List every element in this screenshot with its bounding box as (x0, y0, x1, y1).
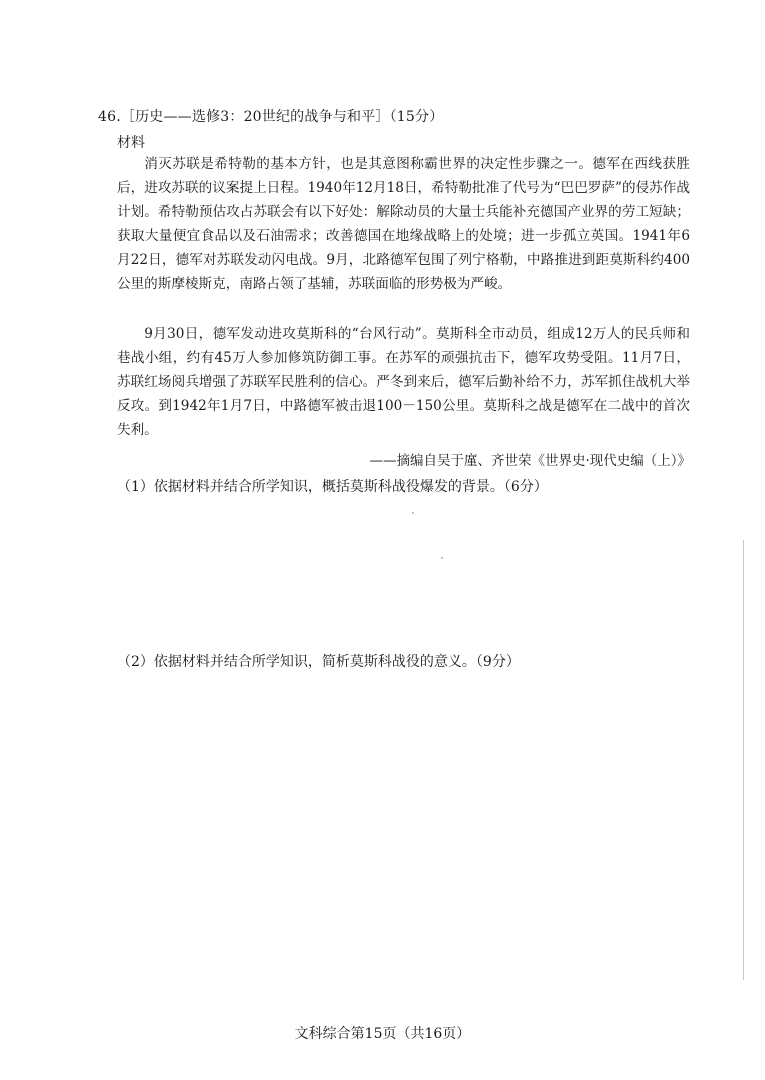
sub-question-2: （2）依据材料并结合所学知识，简析莫斯科战役的意义。（9分） (117, 654, 520, 670)
scan-speck (441, 557, 443, 559)
sub-question-1: （1）依据材料并结合所学知识，概括莫斯科战役爆发的背景。（6分） (117, 479, 548, 495)
source-citation: ——摘编自吴于廑、齐世荣《世界史·现代史编（上）》 (369, 453, 691, 469)
question-header: 46.［历史——选修3：20世纪的战争与和平］（15分） (98, 109, 444, 125)
material-paragraph-1: 消灭苏联是希特勒的基本方针，也是其意图称霸世界的决定性步骤之一。德军在西线获胜后，进攻苏联的议案提上日程。1940年12月18日，希特勒批准了代号为“巴巴罗萨”的侵苏作战计划。希特勒预估攻占苏联会有以下好处：解除动员的大量士兵能补充德国产业界的劳工短缺；获取大量便宜食品以及石油需求；改善德国在地缘战略上的处境；进一步孤立英国。1941年6月22日，德军对苏联发动闪电战。9月，北路德军包围了列宁格勒，中路推进到距莫斯科约400公里的斯摩棱斯克，南路占领了基辅，苏联面临的形势极为严峻。 (117, 156, 690, 293)
scan-speck (412, 512, 414, 514)
page-footer: 文科综合第15页（共16页） (294, 1026, 471, 1042)
scan-edge-line (743, 540, 744, 980)
material-label: 材料 (117, 135, 145, 151)
material-paragraph-2: 9月30日，德军发动进攻莫斯科的“台风行动”。莫斯科全市动员，组成12万人的民兵师和巷战小组，约有45万人参加修筑防御工事。在苏军的顽强抗击下，德军攻势受阻。11月7日，苏联红场阅兵增强了苏联军民胜利的信心。严冬到来后，德军后勤补给不力，苏军抓住战机大举反攻。到1942年1月7日，中路德军被击退100－150公里。莫斯科之战是德军在二战中的首次失利。 (117, 326, 690, 439)
